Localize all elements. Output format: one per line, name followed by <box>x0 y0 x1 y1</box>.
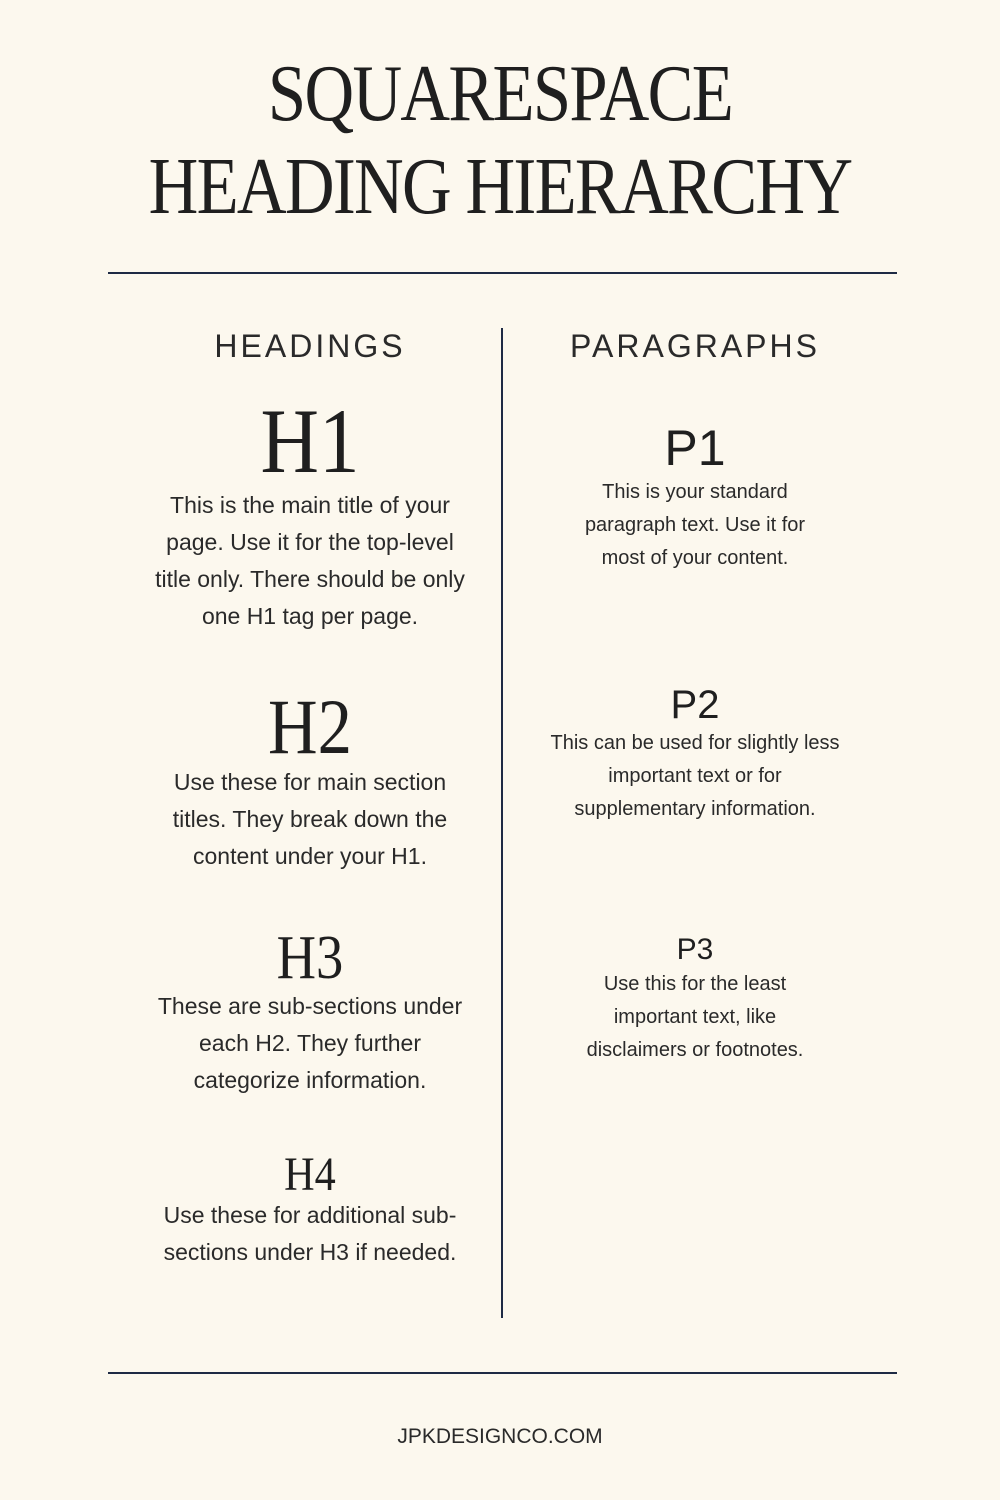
heading-h4-block <box>110 1148 510 1271</box>
paragraph-p1-label: P1 <box>664 420 726 476</box>
paragraph-p3-block <box>495 932 895 1067</box>
top-divider-line <box>108 272 897 274</box>
paragraph-p2-description: This can be used for slightly less important text or for supplementary information. <box>550 732 840 820</box>
page-title-line-1: SQUARESPACE <box>267 50 733 138</box>
paragraph-p2-block <box>495 683 895 826</box>
heading-h2-block <box>110 683 510 875</box>
heading-h2-label: H2 <box>268 683 352 770</box>
page-title-line-2: HEADING HIERARCHY <box>148 143 852 231</box>
heading-h4-label: H4 <box>284 1148 336 1201</box>
heading-h1-label: H1 <box>260 390 360 492</box>
paragraph-p1-description: This is your standard paragraph text. Use it for most of your content. <box>584 481 806 569</box>
heading-h1-block <box>110 390 510 635</box>
paragraph-p2-label: P2 <box>670 683 720 727</box>
headings-column-label: HEADINGS <box>214 328 406 364</box>
footer-website: JPKDESIGNCO.COM <box>397 1425 603 1448</box>
paragraph-p1-block <box>495 420 895 575</box>
paragraph-p3-description: Use this for the least important text, like disclaimers or footnotes. <box>586 973 804 1061</box>
heading-h2-description: Use these for main section titles. They break down the content under your H1. <box>172 769 448 869</box>
heading-h3-label: H3 <box>276 924 344 992</box>
heading-h3-block <box>110 924 510 1099</box>
heading-h3-description: These are sub-sections under each H2. They further categorize information. <box>157 993 463 1093</box>
heading-h1-description: This is the main title of your page. Use it for the top-level title only. There should be only one H1 tag per page. <box>155 492 465 629</box>
paragraphs-column-label: PARAGRAPHS <box>570 328 820 364</box>
bottom-divider-line <box>108 1372 897 1374</box>
paragraph-p3-label: P3 <box>676 933 714 966</box>
heading-h4-description: Use these for additional sub-sections under H3 if needed. <box>163 1202 457 1265</box>
